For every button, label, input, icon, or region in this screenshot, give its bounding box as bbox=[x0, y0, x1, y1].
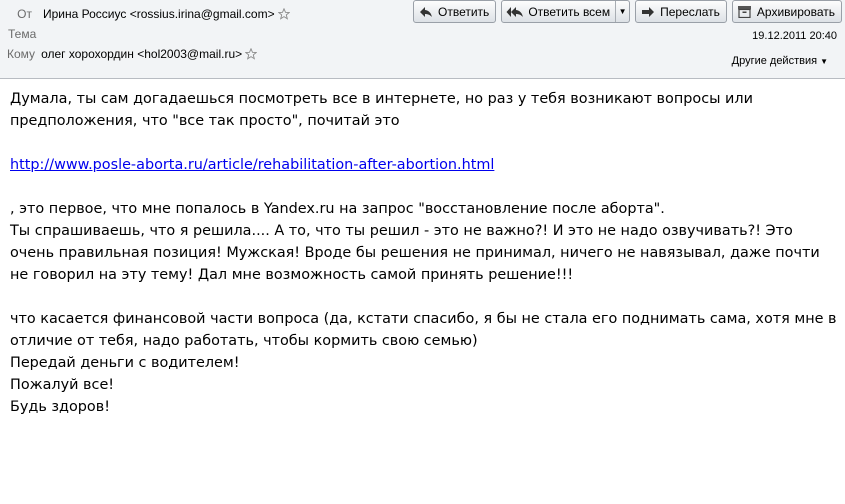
body-paragraph: Ты спрашиваешь, что я решила.... А то, что ты решил - это не важно?! И это не надо озвучивать?! Это очень правильная позиция! Мужская! Вроде бы решения не принимал, ничего не навязывал, даже почти не говорил на эту тему! Дал мне возможность самой принять решение!!! bbox=[10, 223, 820, 283]
to-label: Кому bbox=[7, 47, 36, 61]
body-paragraph: Передай деньги с водителем! bbox=[10, 355, 240, 371]
body-paragraph: Будь здоров! bbox=[10, 399, 110, 415]
from-row bbox=[0, 7, 290, 21]
other-actions-button[interactable] bbox=[732, 55, 828, 67]
forward-label: Переслать bbox=[660, 4, 720, 19]
body-paragraph: , это первое, что мне попалось в Yandex.ru на запрос "восстановление после аборта". bbox=[10, 201, 665, 217]
message-toolbar bbox=[413, 0, 842, 23]
archive-icon bbox=[737, 5, 753, 19]
message-body bbox=[10, 88, 840, 418]
message-date: 19.12.2011 20:40 bbox=[752, 30, 837, 42]
star-icon[interactable] bbox=[245, 48, 257, 60]
subject-row bbox=[0, 27, 36, 41]
to-row bbox=[0, 47, 257, 61]
from-value[interactable]: Ирина Россиус <rossius.irina@gmail.com> bbox=[43, 7, 275, 21]
message-header bbox=[0, 0, 845, 79]
forward-button[interactable] bbox=[635, 0, 727, 23]
reply-all-icon bbox=[506, 5, 524, 19]
archive-label: Архивировать bbox=[756, 4, 835, 19]
reply-all-button[interactable] bbox=[501, 0, 630, 23]
archive-button[interactable] bbox=[732, 0, 842, 23]
reply-icon bbox=[418, 5, 434, 19]
from-label: От bbox=[17, 7, 32, 21]
reply-label: Ответить bbox=[438, 4, 490, 19]
chevron-down-icon[interactable]: ▼ bbox=[615, 1, 629, 22]
body-paragraph: Думала, ты сам догадаешься посмотреть все в интернете, но раз у тебя возникают вопросы или предположения, что "все так просто", почитай это bbox=[10, 91, 753, 129]
reply-all-label: Ответить всем bbox=[528, 4, 611, 19]
forward-icon bbox=[640, 5, 656, 19]
to-value[interactable]: олег хорохордин <hol2003@mail.ru> bbox=[41, 47, 243, 61]
body-paragraph: Пожалуй все! bbox=[10, 377, 115, 393]
article-link[interactable]: http://www.posle-aborta.ru/article/rehabilitation-after-abortion.html bbox=[10, 157, 495, 173]
chevron-down-icon: ▼ bbox=[820, 57, 828, 66]
star-icon[interactable] bbox=[278, 8, 290, 20]
reply-button[interactable] bbox=[413, 0, 496, 23]
body-paragraph: что касается финансовой части вопроса (да, кстати спасибо, я бы не стала его поднимать сама, хотя мне в отличие от тебя, надо работать, чтобы кормить свою семью) bbox=[10, 311, 837, 349]
other-actions-label: Другие действия bbox=[731, 55, 818, 67]
subject-label: Тема bbox=[8, 27, 37, 41]
